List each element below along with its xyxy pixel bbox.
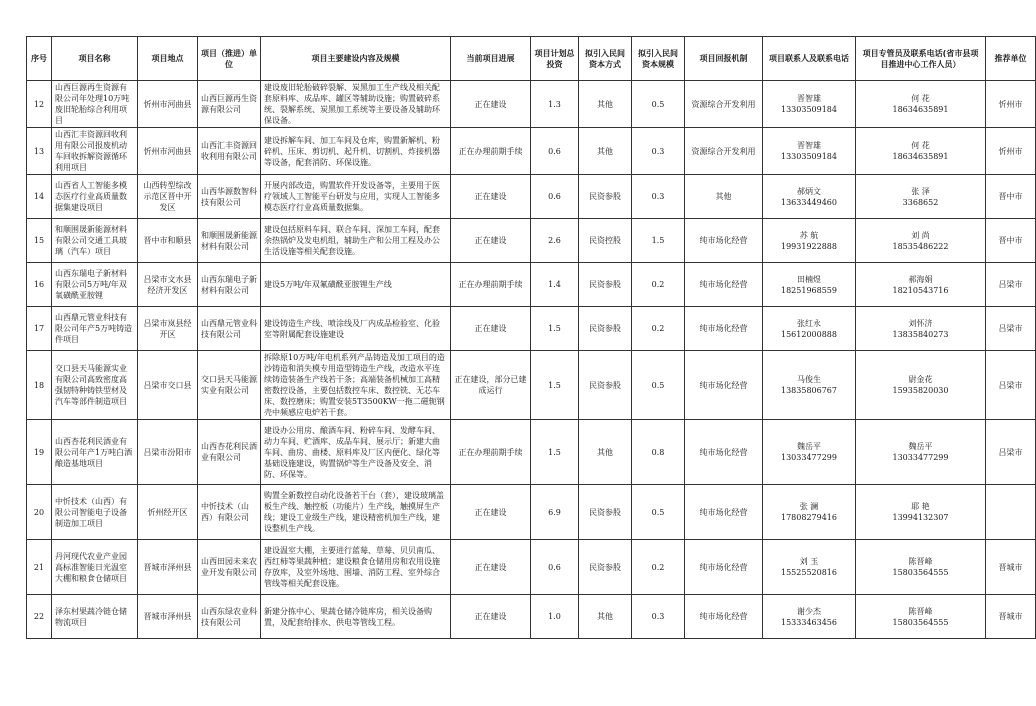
contact-name: 郝炳文 bbox=[797, 186, 821, 196]
cell-no: 12 bbox=[27, 81, 52, 128]
cell-contact bbox=[763, 307, 856, 351]
contact-phone: 13835806767 bbox=[781, 386, 837, 395]
cell-name: 山西鼎元管业科技有限公司年产5万吨铸造件项目 bbox=[52, 307, 138, 351]
cell-recommender: 吕梁市 bbox=[986, 420, 1036, 485]
contact-phone: 15525520816 bbox=[781, 568, 837, 577]
table-row bbox=[27, 420, 1036, 485]
cell-recommender: 晋中市 bbox=[986, 175, 1036, 219]
cell-manager bbox=[856, 595, 986, 639]
cell-location: 晋城市泽州县 bbox=[138, 540, 198, 595]
cell-recommender: 晋城市 bbox=[986, 595, 1036, 639]
cell-no: 22 bbox=[27, 595, 52, 639]
manager-name: 何 花 bbox=[911, 94, 930, 103]
cell-progress: 正在办理前期手续 bbox=[451, 128, 531, 175]
cell-location: 忻州市河曲县 bbox=[138, 81, 198, 128]
manager-name: 郝海娟 bbox=[908, 274, 933, 284]
table-row bbox=[27, 263, 1036, 307]
cell-contact bbox=[763, 219, 856, 263]
cell-scale: 0.2 bbox=[632, 263, 685, 307]
cell-content: 建设5万吨/年双氟磺酰亚胺锂生产线 bbox=[261, 263, 451, 307]
cell-method: 民资参股 bbox=[579, 485, 632, 540]
cell-recommender: 吕梁市 bbox=[986, 307, 1036, 351]
manager-phone: 18535486222 bbox=[892, 241, 949, 251]
cell-no: 19 bbox=[27, 420, 52, 485]
project-table bbox=[26, 36, 1036, 639]
table-header-row bbox=[27, 37, 1036, 81]
contact-phone: 13033477299 bbox=[781, 453, 837, 462]
contact-name: 苏 航 bbox=[799, 230, 819, 240]
cell-recommender: 吕梁市 bbox=[986, 263, 1036, 307]
manager-phone: 18634635891 bbox=[892, 152, 949, 161]
contact-phone: 13303509184 bbox=[781, 152, 837, 161]
header-content: 项目主要建设内容及规模 bbox=[261, 37, 451, 81]
cell-contact bbox=[763, 263, 856, 307]
contact-name: 张红永 bbox=[797, 318, 821, 328]
manager-phone: 3368652 bbox=[902, 197, 939, 207]
cell-progress: 正在建设 bbox=[451, 595, 531, 639]
manager-phone: 15803564555 bbox=[892, 568, 949, 577]
cell-return: 纯市场化经营 bbox=[685, 540, 763, 595]
manager-name: 陈晋峰 bbox=[908, 606, 933, 616]
header-no: 序号 bbox=[27, 37, 52, 81]
table-body bbox=[27, 81, 1036, 639]
cell-progress: 正在建设，部分已建成运行 bbox=[451, 351, 531, 420]
contact-name: 张 澜 bbox=[799, 502, 819, 511]
manager-phone: 13835840273 bbox=[892, 329, 949, 339]
cell-location: 晋城市泽州县 bbox=[138, 595, 198, 639]
cell-unit: 山西鼎元管业科技有限公司 bbox=[198, 307, 261, 351]
cell-scale: 0.2 bbox=[632, 307, 685, 351]
cell-name: 泽东村果蔬冷链仓储物流项目 bbox=[52, 595, 138, 639]
cell-location: 山西转型综改示范区晋中开发区 bbox=[138, 175, 198, 219]
cell-name: 山西省人工智能多模态医疗行业高质量数据集建设项目 bbox=[52, 175, 138, 219]
cell-location: 吕梁市汾阳市 bbox=[138, 420, 198, 485]
cell-return: 纯市场化经营 bbox=[685, 485, 763, 540]
cell-investment: 1.5 bbox=[531, 420, 579, 485]
cell-recommender: 晋中市 bbox=[986, 219, 1036, 263]
cell-contact bbox=[763, 128, 856, 175]
cell-location: 忻州市河曲县 bbox=[138, 128, 198, 175]
header-progress: 当前项目进展 bbox=[451, 37, 531, 81]
cell-no: 21 bbox=[27, 540, 52, 595]
cell-content: 新建分拣中心、果蔬仓储冷链库房，相关设备购置，及配套给排水、供电等管线工程。 bbox=[261, 595, 451, 639]
cell-unit: 和顺围晟新能源材料有限公司 bbox=[198, 219, 261, 263]
cell-recommender: 晋城市 bbox=[986, 540, 1036, 595]
cell-scale: 0.3 bbox=[632, 595, 685, 639]
manager-phone: 15935820030 bbox=[892, 386, 949, 395]
cell-recommender: 忻州市 bbox=[986, 81, 1036, 128]
table-row bbox=[27, 307, 1036, 351]
cell-content: 拆除原10万吨/年电机系列产品铸造及加工项目的造沙铸造和消失模专用造型铸造生产线，改造水平连续铸造装备生产线若干条；高端装备机械加工高精密数控设备，主要包括数控车床、数控铣、无芯车床、数控磨床；购置安装5T3500KW一拖二磁轭钢壳中频感应电炉若干套。 bbox=[261, 351, 451, 420]
cell-content: 建设拆解车间、加工车间及仓库，购置新解机、粉碎机、压床、剪切机、起升机、切割机、炸接机器等设备，配套消防、环保设施。 bbox=[261, 128, 451, 175]
manager-name: 刘 尚 bbox=[911, 230, 930, 240]
header-recommender: 推荐单位 bbox=[986, 37, 1036, 81]
cell-method: 民资控股 bbox=[579, 219, 632, 263]
contact-name: 谢少杰 bbox=[797, 606, 821, 616]
manager-name: 张 泽 bbox=[911, 186, 930, 196]
cell-unit: 山西巨源再生资源有限公司 bbox=[198, 81, 261, 128]
cell-recommender bbox=[986, 485, 1036, 540]
table-row bbox=[27, 595, 1036, 639]
cell-unit: 交口县天马能源实业有限公司 bbox=[198, 351, 261, 420]
cell-investment: 1.5 bbox=[531, 351, 579, 420]
cell-contact bbox=[763, 420, 856, 485]
cell-return: 纯市场化经营 bbox=[685, 351, 763, 420]
cell-name: 山西杏花利民酒业有限公司年产1万吨白酒酿造基地项目 bbox=[52, 420, 138, 485]
cell-unit: 山西杏花利民酒业有限公司 bbox=[198, 420, 261, 485]
contact-phone: 15612000888 bbox=[781, 329, 837, 339]
manager-phone: 13033477299 bbox=[892, 453, 949, 462]
cell-no: 17 bbox=[27, 307, 52, 351]
cell-investment: 0.6 bbox=[531, 128, 579, 175]
manager-phone: 18210543716 bbox=[892, 285, 949, 295]
cell-unit: 山西东绿农业科技有限公司 bbox=[198, 595, 261, 639]
cell-recommender: 忻州市 bbox=[986, 128, 1036, 175]
cell-return: 资源综合开发利用 bbox=[685, 128, 763, 175]
header-scale: 拟引入民间资本规模 bbox=[632, 37, 685, 81]
cell-method: 其他 bbox=[579, 128, 632, 175]
cell-name: 和顺围晟新能源材料有限公司交通工具玻璃（汽车）项目 bbox=[52, 219, 138, 263]
table-row bbox=[27, 540, 1036, 595]
cell-contact bbox=[763, 540, 856, 595]
table-row bbox=[27, 351, 1036, 420]
cell-investment: 0.6 bbox=[531, 540, 579, 595]
cell-return: 纯市场化经营 bbox=[685, 219, 763, 263]
table-row bbox=[27, 175, 1036, 219]
manager-name: 刘怀济 bbox=[908, 318, 933, 328]
cell-method: 其他 bbox=[579, 595, 632, 639]
cell-manager bbox=[856, 81, 986, 128]
cell-progress: 正在建设 bbox=[451, 540, 531, 595]
cell-content: 建设废旧轮胎破碎裂解、炭黑加工生产线及相关配套原料库、成品库、罐区等辅助设施；购置破碎系统、裂解系统、炭黑加工系统等主要设备及辅助环保设备。 bbox=[261, 81, 451, 128]
cell-scale: 0.5 bbox=[632, 81, 685, 128]
manager-name: 陈晋峰 bbox=[908, 557, 933, 566]
cell-no: 18 bbox=[27, 351, 52, 420]
cell-location: 吕梁市交口县 bbox=[138, 351, 198, 420]
cell-return: 纯市场化经营 bbox=[685, 263, 763, 307]
table-row bbox=[27, 219, 1036, 263]
cell-contact bbox=[763, 595, 856, 639]
table-row bbox=[27, 485, 1036, 540]
manager-name: 何 花 bbox=[911, 141, 930, 150]
cell-manager bbox=[856, 307, 986, 351]
header-return: 项目回报机制 bbox=[685, 37, 763, 81]
cell-manager bbox=[856, 351, 986, 420]
cell-return: 资源综合开发利用 bbox=[685, 81, 763, 128]
cell-contact bbox=[763, 351, 856, 420]
cell-name: 山西汇丰资源回收利用有限公司报废机动车回收拆解资源循环 利用项目 bbox=[52, 128, 138, 175]
cell-content: 建设铸造生产线、喷涂线及厂内成品检验室、化验室等附属配套设施建设 bbox=[261, 307, 451, 351]
cell-recommender: 吕梁市 bbox=[986, 351, 1036, 420]
cell-unit: 山西田园未来农业开发有限公司 bbox=[198, 540, 261, 595]
cell-return: 纯市场化经营 bbox=[685, 307, 763, 351]
contact-phone: 17808279416 bbox=[781, 513, 837, 522]
cell-method: 民资参股 bbox=[579, 351, 632, 420]
cell-investment: 0.6 bbox=[531, 175, 579, 219]
cell-scale: 0.8 bbox=[632, 420, 685, 485]
table-row bbox=[27, 128, 1036, 175]
contact-phone: 19931922888 bbox=[781, 241, 837, 251]
cell-name: 山西东瑞电子新材料有限公司5万吨/年双氧磺酰亚胺锂 bbox=[52, 263, 138, 307]
cell-content: 建设温室大棚，主要进行蓝莓、草莓、贝贝南瓜、西红柿等果蔬种植；建设粮食仓储用房和农用设施存放库，及室外场地、围墙、消防工程、室外综合管线等相关配套设施。 bbox=[261, 540, 451, 595]
header-manager: 项目专管员及联系电话(省市县项目推进中心工作人员） bbox=[856, 37, 986, 81]
cell-content: 建设包括原料车间、联合车间、深加工车间，配套余热锅炉及发电机组，辅助生产和公用工程及办公生活设施等相关配套设施。 bbox=[261, 219, 451, 263]
header-location: 项目地点 bbox=[138, 37, 198, 81]
cell-method: 其他 bbox=[579, 420, 632, 485]
cell-method: 民资参股 bbox=[579, 307, 632, 351]
cell-location: 吕梁市岚县经开区 bbox=[138, 307, 198, 351]
cell-progress: 正在建设 bbox=[451, 81, 531, 128]
contact-name: 田楠煜 bbox=[797, 274, 821, 284]
cell-progress: 正在建设 bbox=[451, 485, 531, 540]
header-unit: 项目（推进）单位 bbox=[198, 37, 261, 81]
cell-return: 其他 bbox=[685, 175, 763, 219]
manager-name: 魏岳平 bbox=[908, 442, 933, 451]
cell-location: 忻州经开区 bbox=[138, 485, 198, 540]
cell-method: 民资参股 bbox=[579, 540, 632, 595]
cell-return: 纯市场化经营 bbox=[685, 595, 763, 639]
cell-manager bbox=[856, 128, 986, 175]
cell-scale: 0.3 bbox=[632, 175, 685, 219]
cell-no: 20 bbox=[27, 485, 52, 540]
manager-name: 尉金花 bbox=[908, 375, 933, 384]
cell-no: 13 bbox=[27, 128, 52, 175]
header-name: 项目名称 bbox=[52, 37, 138, 81]
cell-progress: 正在建设 bbox=[451, 307, 531, 351]
contact-name: 刘 玉 bbox=[799, 557, 819, 566]
cell-investment: 1.5 bbox=[531, 307, 579, 351]
cell-no: 15 bbox=[27, 219, 52, 263]
cell-name: 中忻技术（山西）有限公司智能电子设备制造加工项目 bbox=[52, 485, 138, 540]
manager-phone: 15803564555 bbox=[892, 617, 949, 627]
cell-unit: 山西东瑞电子新材料有限公司 bbox=[198, 263, 261, 307]
cell-unit: 山西华源数智科技有限公司 bbox=[198, 175, 261, 219]
cell-progress: 正在办理前期手续 bbox=[451, 420, 531, 485]
cell-location: 吕梁市文水县经济开发区 bbox=[138, 263, 198, 307]
cell-name: 丹河现代农业产业园高标准智能日光温室大棚和粮食仓储项目 bbox=[52, 540, 138, 595]
cell-scale: 0.5 bbox=[632, 485, 685, 540]
header-method: 拟引入民间资本方式 bbox=[579, 37, 632, 81]
cell-progress: 正在建设 bbox=[451, 175, 531, 219]
cell-method: 其他 bbox=[579, 81, 632, 128]
contact-phone: 13303509184 bbox=[781, 105, 837, 114]
cell-no: 16 bbox=[27, 263, 52, 307]
cell-unit: 山西汇丰资源回收利用有限公司 bbox=[198, 128, 261, 175]
cell-progress: 正在办理前期手续 bbox=[451, 263, 531, 307]
cell-investment: 2.6 bbox=[531, 219, 579, 263]
contact-phone: 18251968559 bbox=[781, 285, 837, 295]
contact-phone: 13633449460 bbox=[781, 197, 837, 207]
header-investment: 项目计划总投资 bbox=[531, 37, 579, 81]
cell-contact bbox=[763, 485, 856, 540]
table-row bbox=[27, 81, 1036, 128]
cell-manager bbox=[856, 540, 986, 595]
cell-manager bbox=[856, 420, 986, 485]
cell-investment: 6.9 bbox=[531, 485, 579, 540]
cell-unit: 中忻技术（山西）有限公司 bbox=[198, 485, 261, 540]
manager-phone: 13994132307 bbox=[892, 513, 949, 522]
cell-name: 山西巨源再生资源有限公司年处理10万吨废旧轮胎综合利用项目 bbox=[52, 81, 138, 128]
cell-name: 交口县天马能源实业有限公司高致密度高强韧特种铸铁型材及汽车等部件制造项目 bbox=[52, 351, 138, 420]
cell-manager bbox=[856, 175, 986, 219]
cell-location: 晋中市和顺县 bbox=[138, 219, 198, 263]
cell-method: 民资参股 bbox=[579, 175, 632, 219]
manager-phone: 18634635891 bbox=[892, 105, 949, 114]
cell-contact bbox=[763, 81, 856, 128]
cell-no: 14 bbox=[27, 175, 52, 219]
header-contact: 项目联系人及联系电话 bbox=[763, 37, 856, 81]
cell-method: 民资参股 bbox=[579, 263, 632, 307]
contact-name: 魏岳平 bbox=[797, 442, 821, 451]
cell-contact bbox=[763, 175, 856, 219]
cell-content: 建设办公用房、酿酒车间、粉碎车间、发酵车间、动力车间、贮酒库、成品车间、展示厅；新建大曲车间、曲房、曲楼、原料库及厂区内便化、绿化等基础设施建设，购置锅炉等生产设备及安全、消防、环保等。 bbox=[261, 420, 451, 485]
cell-manager bbox=[856, 485, 986, 540]
manager-name: 耶 艳 bbox=[911, 502, 930, 511]
cell-investment: 1.3 bbox=[531, 81, 579, 128]
cell-content: 购置全新数控自动化设备若干台（套），建设玻璃盖板生产线、触控板（功能片）生产线，触摸屏生产线；建设工业级生产线，建设精密机加生产线，建设整机生产线。 bbox=[261, 485, 451, 540]
cell-progress: 正在建设 bbox=[451, 219, 531, 263]
cell-manager bbox=[856, 219, 986, 263]
cell-investment: 1.4 bbox=[531, 263, 579, 307]
contact-name: 晋智雄 bbox=[797, 94, 821, 103]
contact-phone: 15333463456 bbox=[781, 617, 837, 627]
cell-return: 纯市场化经营 bbox=[685, 420, 763, 485]
cell-manager bbox=[856, 263, 986, 307]
cell-scale: 0.2 bbox=[632, 540, 685, 595]
contact-name: 马俊生 bbox=[797, 375, 821, 384]
contact-name: 晋智雄 bbox=[797, 141, 821, 150]
cell-investment: 1.0 bbox=[531, 595, 579, 639]
cell-scale: 1.5 bbox=[632, 219, 685, 263]
cell-scale: 0.5 bbox=[632, 351, 685, 420]
cell-content: 开展内部改造，购置软件开发设备等，主要用于医疗领域人工智能平台研发与应用，实现人工智能多模态医疗行业高质量数据集。 bbox=[261, 175, 451, 219]
cell-scale: 0.3 bbox=[632, 128, 685, 175]
